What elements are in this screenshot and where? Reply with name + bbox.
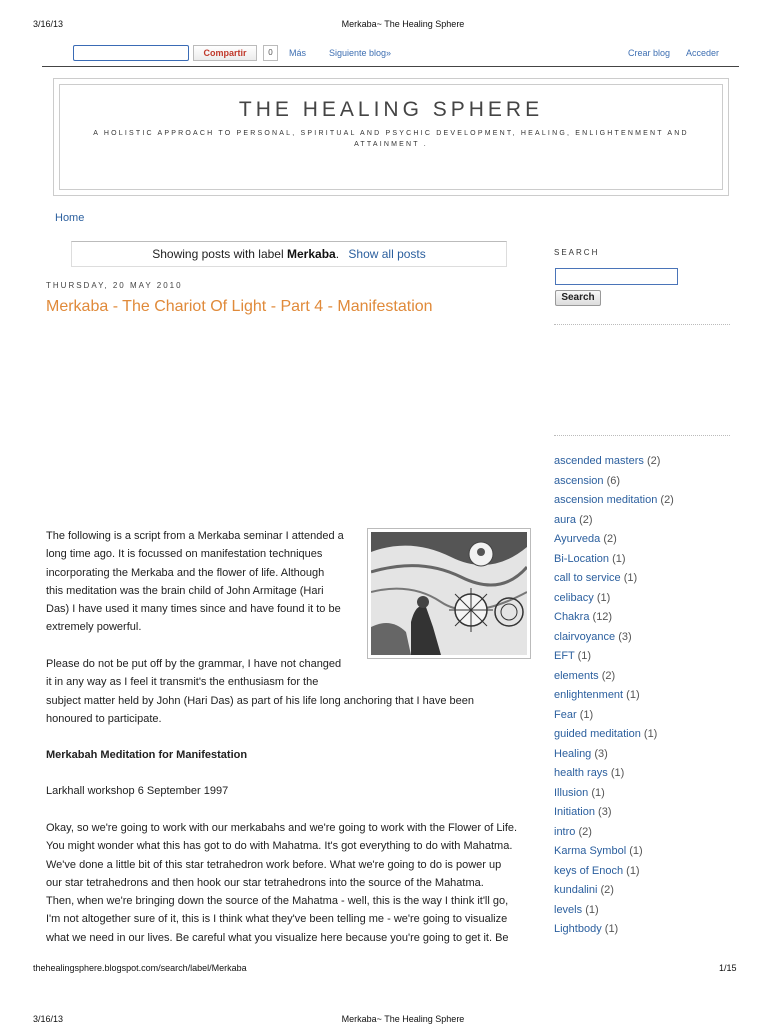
label-item[interactable] <box>554 845 643 857</box>
home-link[interactable]: Home <box>55 212 85 224</box>
text-line: Then, when we're bringing down the source of the Mahatma - well, this is the way I think it'll go, <box>46 895 509 908</box>
next-blog-link[interactable]: Siguiente blog» <box>329 48 392 58</box>
text-line: We've done a little bit of this star tetrahedron work before. What we're going to do is power up <box>46 858 502 871</box>
label-count: (1) <box>623 572 638 584</box>
label-count: (2) <box>603 533 617 545</box>
next-print-title: Merkaba~ The Healing Sphere <box>341 1014 465 1024</box>
label-count: (2) <box>660 494 674 506</box>
label-item[interactable] <box>554 923 618 935</box>
sidebar-divider <box>554 435 730 436</box>
label-count: (1) <box>585 903 599 916</box>
label-count: (1) <box>626 689 640 701</box>
share-count: 0 <box>263 45 278 61</box>
post-date: THURSDAY, 20 MAY 2010 <box>46 281 183 290</box>
text-line: honoured to participate. <box>46 712 162 725</box>
workshop-line: Larkhall workshop 6 September 1997 <box>46 785 229 797</box>
sign-in-link[interactable]: Acceder <box>686 48 720 58</box>
label-count: (1) <box>596 591 611 604</box>
label-item[interactable] <box>554 787 605 799</box>
label-count: (3) <box>598 806 612 818</box>
label-count: (6) <box>606 474 621 487</box>
label-link[interactable]: Chakra <box>554 611 590 623</box>
blog-description: A HOLISTIC APPROACH TO PERSONAL, SPIRITUAL AND PSYCHIC DEVELOPMENT, HEALING, ENLIGHTENMENT AND ATTAINMENT . <box>93 130 689 148</box>
post-paragraph-1 <box>46 527 344 637</box>
text-line: our star tetrahedrons and then hook our star tetrahedrons into the source of the Mahatma. <box>46 876 484 889</box>
label-count: (1) <box>604 923 619 935</box>
text-line: this meditation was the brain child of John Armitage (Hari <box>46 584 324 597</box>
label-item[interactable] <box>554 455 660 467</box>
label-link[interactable]: call to service <box>554 572 621 584</box>
label-count: (12) <box>592 611 613 623</box>
label-count: (3) <box>594 747 608 760</box>
text-line: incorporating the Merkaba and the flower of life. Although <box>46 566 325 579</box>
label-link[interactable]: Initiation <box>554 806 595 818</box>
text-line: long time ago. It is focussed on manifestation techniques <box>46 548 323 561</box>
label-count: (2) <box>600 884 614 896</box>
label-link[interactable]: levels <box>554 903 583 916</box>
label-link[interactable]: ascension meditation <box>554 494 658 506</box>
label-item[interactable] <box>554 748 608 760</box>
label-link[interactable]: ascended masters <box>554 455 644 467</box>
label-link[interactable]: elements <box>554 669 599 682</box>
label-link[interactable]: Karma Symbol <box>554 845 627 857</box>
show-all-posts-link[interactable]: Show all posts <box>348 247 426 261</box>
post-title[interactable]: Merkaba - The Chariot Of Light - Part 4 - Manifestation <box>46 298 433 315</box>
label-link[interactable]: ascension <box>554 474 604 487</box>
label-item[interactable] <box>554 475 620 487</box>
share-button[interactable]: Compartir <box>193 45 257 61</box>
status-prefix: Showing posts with label <box>152 247 284 261</box>
engraving-illustration <box>371 532 527 655</box>
label-count: (1) <box>612 552 626 565</box>
label-count: (1) <box>626 864 640 877</box>
text-line: The following is a script from a Merkaba seminar I attended a <box>46 530 344 542</box>
label-count: (1) <box>591 786 605 799</box>
text-line: it in any way as I feel it transmit's the enthusiasm for the <box>46 676 319 689</box>
print-date: 3/16/13 <box>33 19 64 29</box>
label-item[interactable] <box>554 826 592 838</box>
label-count: (1) <box>577 650 592 662</box>
text-line: extremely powerful. <box>46 621 142 634</box>
post-image[interactable] <box>367 528 531 659</box>
label-item[interactable] <box>554 494 674 506</box>
label-status-message <box>71 241 507 267</box>
text-line: Okay, so we're going to work with our merkabahs and we're going to work with the Flower of Life. <box>46 822 518 834</box>
sidebar-divider <box>554 324 730 325</box>
label-count: (1) <box>643 728 658 740</box>
label-link[interactable]: enlightenment <box>554 689 624 701</box>
label-link[interactable]: clairvoyance <box>554 630 616 643</box>
label-item[interactable] <box>554 767 624 779</box>
more-link[interactable]: Más <box>289 48 307 58</box>
label-count: (3) <box>618 630 632 643</box>
label-item[interactable] <box>554 670 615 682</box>
label-link[interactable]: aura <box>554 513 577 526</box>
navbar-divider <box>42 66 739 67</box>
label-item[interactable] <box>554 806 612 818</box>
label-count: (1) <box>610 767 625 779</box>
label-item[interactable] <box>554 728 657 740</box>
label-item[interactable] <box>554 689 640 701</box>
label-item[interactable] <box>554 709 593 721</box>
text-line: Please do not be put off by the grammar, I have not changed <box>46 658 342 670</box>
label-item[interactable] <box>554 572 637 584</box>
text-line: subject matter held by John (Hari Das) as part of his life long anchoring that I have been <box>46 694 475 707</box>
label-item[interactable] <box>554 533 617 545</box>
print-page-number: 1/15 <box>719 963 737 973</box>
label-link[interactable]: Fear <box>554 708 577 721</box>
label-count: (1) <box>579 708 594 721</box>
label-item[interactable] <box>554 904 599 916</box>
label-item[interactable] <box>554 553 626 565</box>
search-button[interactable]: Search <box>555 290 601 306</box>
label-link[interactable]: celibacy <box>554 591 594 604</box>
next-print-date: 3/16/13 <box>33 1014 64 1024</box>
text-line: You might wonder what this has got to do with Mahatma. It's got everything to do with Mahatma. <box>46 840 513 853</box>
search-input[interactable] <box>555 268 678 285</box>
label-item[interactable] <box>554 650 591 662</box>
label-item[interactable] <box>554 611 612 623</box>
label-link[interactable]: intro <box>554 825 576 838</box>
status-suffix: . <box>335 247 340 261</box>
blog-title[interactable]: THE HEALING SPHERE <box>238 98 544 121</box>
label-item[interactable] <box>554 592 610 604</box>
post-paragraph-3 <box>46 819 517 947</box>
label-count: (2) <box>601 669 616 682</box>
label-link[interactable]: guided meditation <box>554 728 641 740</box>
label-link[interactable]: Healing <box>554 747 592 760</box>
label-item[interactable] <box>554 884 614 896</box>
print-footer-url: thehealingsphere.blogspot.com/search/label/Merkaba <box>33 963 247 973</box>
label-count: (2) <box>646 455 661 467</box>
label-link[interactable]: Lightbody <box>554 923 602 935</box>
label-link[interactable]: keys of Enoch <box>554 864 624 877</box>
text-line: I'm not altogether sure of it, this is I think what they've been telling me - we're going to visualize <box>46 913 508 926</box>
print-title: Merkaba~ The Healing Sphere <box>341 19 465 29</box>
post-heading: Merkabah Meditation for Manifestation <box>46 749 248 761</box>
label-link[interactable]: kundalini <box>554 884 598 896</box>
create-blog-link[interactable]: Crear blog <box>628 48 671 58</box>
label-link[interactable]: EFT <box>554 650 575 662</box>
text-line: what we need in our lives. Be careful what you visualize here because you're going to get it. Be <box>46 931 509 944</box>
status-label: Merkaba <box>287 247 336 261</box>
label-item[interactable] <box>554 865 640 877</box>
label-item[interactable] <box>554 631 632 643</box>
search-widget-title: SEARCH <box>554 248 600 257</box>
navbar-search-input[interactable] <box>73 45 189 61</box>
label-link[interactable]: Illusion <box>554 786 589 799</box>
post-paragraph-2 <box>46 655 474 728</box>
label-count: (2) <box>578 825 592 838</box>
label-item[interactable] <box>554 514 593 526</box>
label-link[interactable]: Bi-Location <box>554 552 610 565</box>
label-link[interactable]: health rays <box>554 767 608 779</box>
label-link[interactable]: Ayurveda <box>554 533 601 545</box>
label-count: (1) <box>629 845 643 857</box>
label-count: (2) <box>579 513 593 526</box>
text-line: Das) I have used it many times since and have found it to be <box>46 603 341 616</box>
